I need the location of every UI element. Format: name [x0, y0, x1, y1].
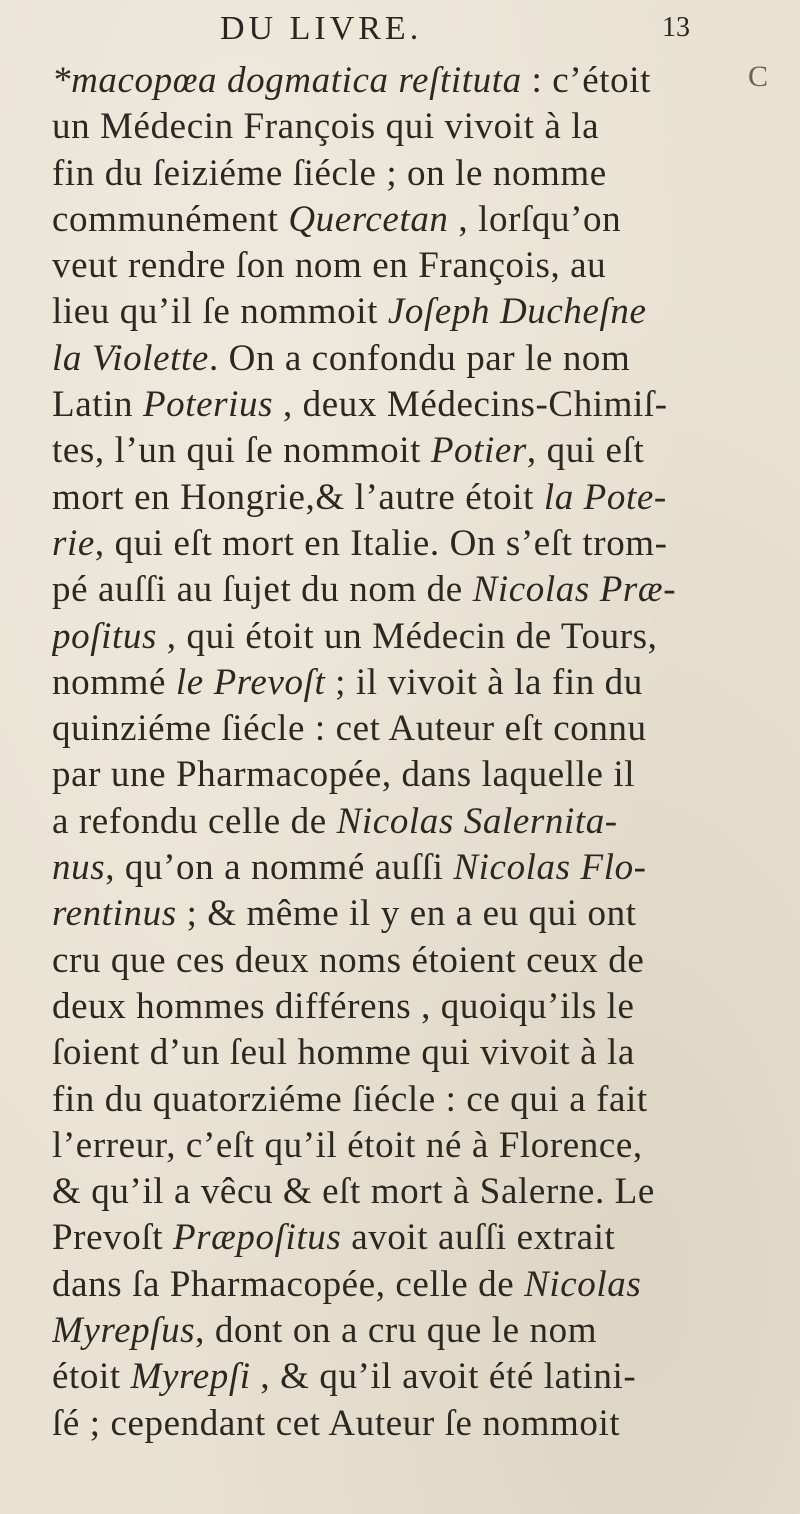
- text-line: un Médecin François qui vivoit à la: [52, 106, 600, 148]
- text-line: pé auſſi au ſujet du nom de Nicolas Præ-: [52, 569, 677, 611]
- text-line: a refondu celle de Nicolas Salernita-: [52, 800, 618, 842]
- text-line: cru que ces deux noms étoient ceux de: [52, 939, 645, 981]
- text-line: dans ſa Pharmacopée, celle de Nicolas: [52, 1263, 642, 1305]
- text-line: fin du quatorziéme ſiécle : ce qui a fait: [52, 1078, 648, 1120]
- text-line: ſé ; cependant cet Auteur ſe nommoit: [52, 1402, 621, 1444]
- text-line: *macopœa dogmatica reſtituta : c’étoit: [52, 60, 651, 101]
- text-line: veut rendre ſon nom en François, au: [52, 245, 607, 287]
- text-line: nus, qu’on a nommé auſſi Nicolas Flo-: [52, 847, 647, 889]
- text-line: rie, qui eſt mort en Italie. On s’eſt trom-: [52, 522, 668, 564]
- text-line: & qu’il a vêcu & eſt mort à Salerne. Le: [52, 1171, 655, 1213]
- running-head: [220, 10, 690, 50]
- text-line: lieu qu’il ſe nommoit Joſeph Ducheſne: [52, 291, 647, 333]
- text-line: ſoient d’un ſeul homme qui vivoit à la: [52, 1032, 635, 1074]
- text-line: tes, l’un qui ſe nommoit Potier, qui eſt: [52, 430, 645, 472]
- text-line: Myrepſus, dont on a cru que le nom: [52, 1310, 598, 1352]
- text-line: étoit Myrepſi , & qu’il avoit été latini-: [52, 1356, 637, 1398]
- text-line: l’erreur, c’eſt qu’il étoit né à Florence,: [52, 1124, 643, 1166]
- running-title: DU LIVRE.: [220, 10, 423, 47]
- text-line: par une Pharmacopée, dans laquelle il: [52, 754, 636, 796]
- text-line: rentinus ; & même il y en a eu qui ont: [52, 893, 637, 935]
- text-line: mort en Hongrie,& l’autre étoit la Pote-: [52, 476, 667, 518]
- text-line: quinziéme ſiécle : cet Auteur eſt connu: [52, 708, 647, 750]
- text-line: Latin Poterius , deux Médecins-Chimiſ-: [52, 384, 668, 426]
- body-text: [52, 58, 752, 1447]
- text-line: poſitus , qui étoit un Médecin de Tours,: [52, 615, 658, 657]
- text-line: Prevoſt Præpoſitus avoit auſſi extrait: [52, 1217, 616, 1259]
- text-line: deux hommes différens , quoiqu’ils le: [52, 985, 635, 1027]
- text-line: fin du ſeiziéme ſiécle ; on le nomme: [52, 152, 607, 194]
- margin-mark: C: [748, 60, 769, 93]
- text-line: la Violette. On a confondu par le nom: [52, 337, 631, 379]
- page-number: 13: [662, 12, 690, 43]
- text-line: nommé le Prevoſt ; il vivoit à la fin du: [52, 661, 643, 703]
- text-line: communément Quercetan , lorſqu’on: [52, 198, 622, 240]
